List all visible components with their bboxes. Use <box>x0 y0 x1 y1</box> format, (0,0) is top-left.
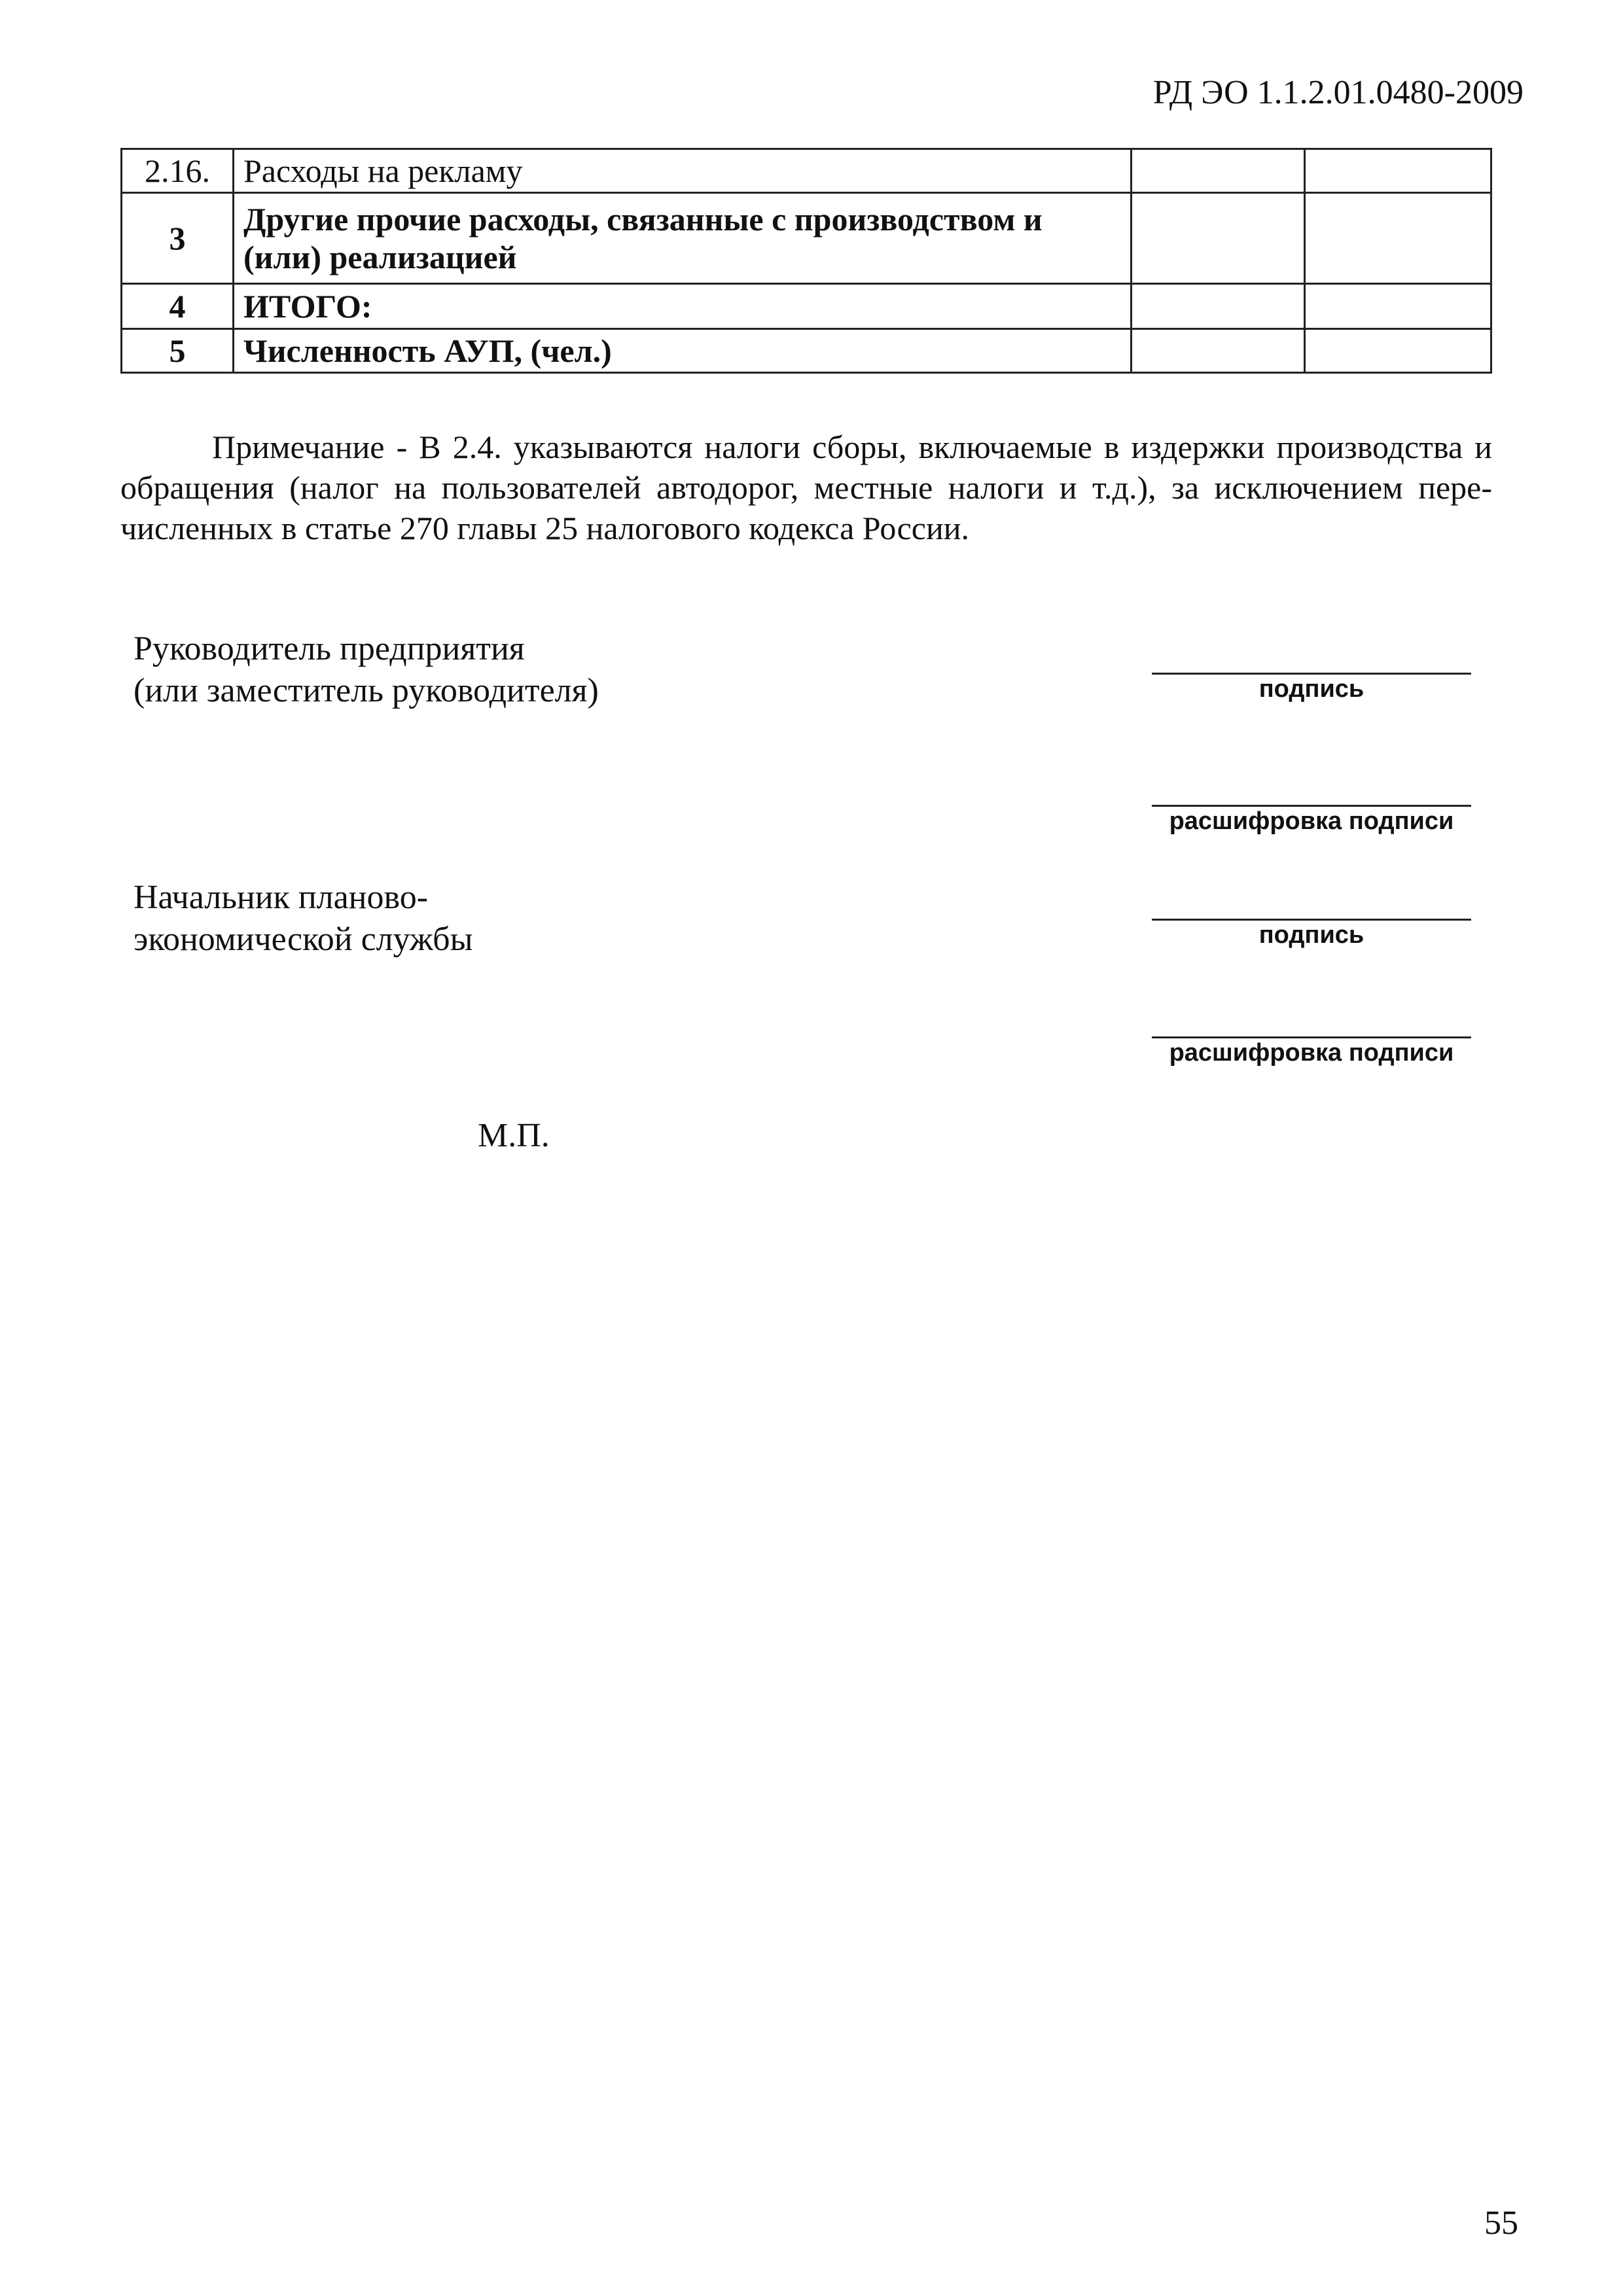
signature-line <box>1152 673 1471 675</box>
value-cell <box>1132 149 1305 193</box>
page-number: 55 <box>1484 2204 1518 2242</box>
signature-decode-caption: расшифровка подписи <box>1169 807 1454 835</box>
table-row <box>122 329 1491 373</box>
document-code: РД ЭО 1.1.2.01.0480-2009 <box>1152 74 1524 111</box>
costs-table <box>120 148 1492 374</box>
value-cell <box>1132 329 1305 373</box>
table-row <box>122 284 1491 329</box>
signature-decode-caption: расшифровка подписи <box>1169 1039 1454 1067</box>
signatory-title-line-2: экономической службы <box>134 921 473 958</box>
value-cell <box>1305 329 1491 373</box>
signatory-title-line-2: (или заместитель руководителя) <box>134 672 599 709</box>
signatory-title-line-1: Начальник планово- <box>134 879 429 916</box>
value-cell <box>1132 193 1305 284</box>
value-cell <box>1305 149 1491 193</box>
row-text: Численность АУП, (чел.) <box>234 329 1132 373</box>
stamp-place: М.П. <box>478 1117 550 1154</box>
row-text: Другие прочие расходы, связанные с производством и (или) реализацией <box>234 193 1132 284</box>
row-number: 3 <box>122 193 234 284</box>
signature-caption: подпись <box>1258 921 1364 949</box>
signature-line <box>1152 919 1471 921</box>
signature-caption: подпись <box>1258 675 1364 703</box>
row-text: ИТОГО: <box>234 284 1132 329</box>
signatory-title-line-1: Руководитель предприятия <box>134 630 525 667</box>
value-cell <box>1305 193 1491 284</box>
value-cell <box>1305 284 1491 329</box>
row-number: 4 <box>122 284 234 329</box>
value-cell <box>1132 284 1305 329</box>
row-text: Расходы на рекламу <box>234 149 1132 193</box>
table-row <box>122 149 1491 193</box>
table-row <box>122 193 1491 284</box>
signature-decode-line <box>1152 805 1471 807</box>
row-number: 2.16. <box>122 149 234 193</box>
table-note: Примечание - В 2.4. указываются налоги сборы, включаемые в издержки производства и обращения (налог на пользователей автодорог, местные налоги и т.д.), за исключением пере-численных в статье 270 главы 25 налогового кодекса России. <box>120 429 1492 546</box>
row-number: 5 <box>122 329 234 373</box>
signature-decode-line <box>1152 1036 1471 1038</box>
